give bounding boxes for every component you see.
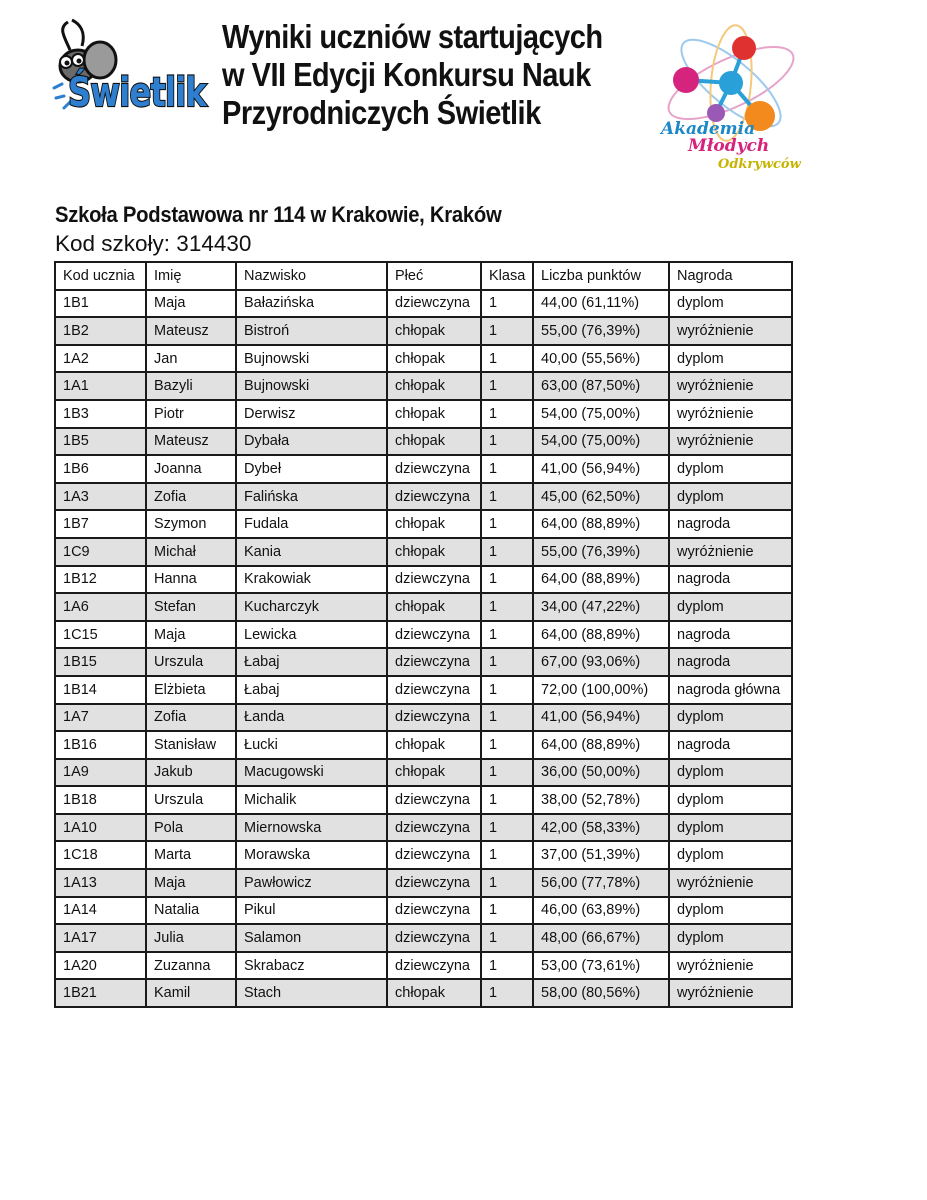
cell-class: 1 xyxy=(481,759,533,787)
table-header-row xyxy=(55,262,792,290)
swietlik-logo xyxy=(50,18,240,116)
table-row xyxy=(55,372,792,400)
cell-class: 1 xyxy=(481,676,533,704)
column-header-class: Klasa xyxy=(481,262,533,290)
logo-line-odkrywcow: Odkrywców xyxy=(718,157,801,172)
cell-class: 1 xyxy=(481,510,533,538)
cell-class: 1 xyxy=(481,648,533,676)
cell-last-name: Stach xyxy=(236,979,387,1007)
cell-first-name: Zuzanna xyxy=(146,952,236,980)
cell-code: 1C15 xyxy=(55,621,146,649)
column-header-points: Liczba punktów xyxy=(533,262,669,290)
cell-code: 1A20 xyxy=(55,952,146,980)
table-row xyxy=(55,317,792,345)
cell-code: 1B12 xyxy=(55,566,146,594)
cell-award: wyróżnienie xyxy=(669,538,792,566)
cell-first-name: Hanna xyxy=(146,566,236,594)
cell-gender: chłopak xyxy=(387,759,481,787)
cell-award: nagroda xyxy=(669,621,792,649)
cell-first-name: Maja xyxy=(146,621,236,649)
cell-gender: dziewczyna xyxy=(387,676,481,704)
cell-class: 1 xyxy=(481,428,533,456)
cell-award: dyplom xyxy=(669,841,792,869)
cell-last-name: Miernowska xyxy=(236,814,387,842)
cell-class: 1 xyxy=(481,731,533,759)
cell-points: 58,00 (80,56%) xyxy=(533,979,669,1007)
column-header-award: Nagroda xyxy=(669,262,792,290)
cell-award: dyplom xyxy=(669,455,792,483)
cell-first-name: Elżbieta xyxy=(146,676,236,704)
cell-gender: chłopak xyxy=(387,345,481,373)
cell-award: dyplom xyxy=(669,814,792,842)
cell-last-name: Dybała xyxy=(236,428,387,456)
cell-code: 1B2 xyxy=(55,317,146,345)
cell-class: 1 xyxy=(481,345,533,373)
cell-last-name: Salamon xyxy=(236,924,387,952)
cell-first-name: Pola xyxy=(146,814,236,842)
cell-first-name: Maja xyxy=(146,869,236,897)
table-row xyxy=(55,510,792,538)
cell-last-name: Bistroń xyxy=(236,317,387,345)
cell-points: 44,00 (61,11%) xyxy=(533,290,669,318)
cell-points: 64,00 (88,89%) xyxy=(533,566,669,594)
cell-last-name: Krakowiak xyxy=(236,566,387,594)
table-row xyxy=(55,704,792,732)
cell-first-name: Stefan xyxy=(146,593,236,621)
cell-last-name: Bałazińska xyxy=(236,290,387,318)
cell-award: dyplom xyxy=(669,897,792,925)
cell-gender: chłopak xyxy=(387,731,481,759)
cell-points: 34,00 (47,22%) xyxy=(533,593,669,621)
table-row xyxy=(55,676,792,704)
cell-class: 1 xyxy=(481,814,533,842)
cell-points: 48,00 (66,67%) xyxy=(533,924,669,952)
table-row xyxy=(55,841,792,869)
cell-points: 55,00 (76,39%) xyxy=(533,538,669,566)
cell-code: 1A10 xyxy=(55,814,146,842)
cell-code: 1B18 xyxy=(55,786,146,814)
cell-code: 1A6 xyxy=(55,593,146,621)
cell-points: 36,00 (50,00%) xyxy=(533,759,669,787)
cell-code: 1A13 xyxy=(55,869,146,897)
cell-gender: dziewczyna xyxy=(387,566,481,594)
cell-first-name: Zofia xyxy=(146,704,236,732)
results-table xyxy=(54,261,793,1008)
title-line: w VII Edycji Konkursu Nauk xyxy=(222,56,591,93)
cell-code: 1B14 xyxy=(55,676,146,704)
cell-award: dyplom xyxy=(669,483,792,511)
cell-class: 1 xyxy=(481,786,533,814)
cell-last-name: Pikul xyxy=(236,897,387,925)
logo-wordmark: Świetlik xyxy=(68,70,240,116)
cell-award: wyróżnienie xyxy=(669,952,792,980)
cell-points: 41,00 (56,94%) xyxy=(533,455,669,483)
cell-last-name: Macugowski xyxy=(236,759,387,787)
cell-code: 1C18 xyxy=(55,841,146,869)
cell-class: 1 xyxy=(481,841,533,869)
cell-award: wyróżnienie xyxy=(669,400,792,428)
cell-gender: dziewczyna xyxy=(387,483,481,511)
cell-gender: dziewczyna xyxy=(387,786,481,814)
cell-code: 1A3 xyxy=(55,483,146,511)
cell-points: 56,00 (77,78%) xyxy=(533,869,669,897)
cell-points: 46,00 (63,89%) xyxy=(533,897,669,925)
table-row xyxy=(55,593,792,621)
cell-points: 67,00 (93,06%) xyxy=(533,648,669,676)
cell-points: 54,00 (75,00%) xyxy=(533,400,669,428)
cell-award: nagroda xyxy=(669,731,792,759)
cell-first-name: Stanisław xyxy=(146,731,236,759)
cell-gender: chłopak xyxy=(387,593,481,621)
cell-award: wyróżnienie xyxy=(669,317,792,345)
cell-gender: dziewczyna xyxy=(387,290,481,318)
cell-points: 55,00 (76,39%) xyxy=(533,317,669,345)
cell-award: dyplom xyxy=(669,924,792,952)
table-row xyxy=(55,400,792,428)
cell-first-name: Natalia xyxy=(146,897,236,925)
cell-class: 1 xyxy=(481,704,533,732)
cell-last-name: Bujnowski xyxy=(236,345,387,373)
cell-points: 40,00 (55,56%) xyxy=(533,345,669,373)
cell-award: nagroda xyxy=(669,510,792,538)
cell-class: 1 xyxy=(481,593,533,621)
cell-class: 1 xyxy=(481,317,533,345)
cell-first-name: Maja xyxy=(146,290,236,318)
cell-first-name: Jan xyxy=(146,345,236,373)
cell-class: 1 xyxy=(481,566,533,594)
cell-class: 1 xyxy=(481,952,533,980)
cell-last-name: Lewicka xyxy=(236,621,387,649)
table-row xyxy=(55,952,792,980)
table-row xyxy=(55,731,792,759)
cell-gender: dziewczyna xyxy=(387,814,481,842)
table-row xyxy=(55,290,792,318)
cell-gender: dziewczyna xyxy=(387,648,481,676)
cell-points: 72,00 (100,00%) xyxy=(533,676,669,704)
cell-gender: dziewczyna xyxy=(387,897,481,925)
cell-class: 1 xyxy=(481,372,533,400)
table-row xyxy=(55,538,792,566)
cell-points: 64,00 (88,89%) xyxy=(533,510,669,538)
cell-code: 1B21 xyxy=(55,979,146,1007)
cell-code: 1A2 xyxy=(55,345,146,373)
cell-first-name: Bazyli xyxy=(146,372,236,400)
cell-points: 41,00 (56,94%) xyxy=(533,704,669,732)
cell-last-name: Pawłowicz xyxy=(236,869,387,897)
cell-gender: dziewczyna xyxy=(387,455,481,483)
cell-code: 1A1 xyxy=(55,372,146,400)
school-code: Kod szkoły: 314430 xyxy=(55,231,252,256)
cell-class: 1 xyxy=(481,290,533,318)
cell-first-name: Kamil xyxy=(146,979,236,1007)
cell-award: nagroda xyxy=(669,566,792,594)
cell-points: 37,00 (51,39%) xyxy=(533,841,669,869)
table-row xyxy=(55,869,792,897)
table-row xyxy=(55,979,792,1007)
cell-gender: chłopak xyxy=(387,538,481,566)
cell-award: dyplom xyxy=(669,345,792,373)
akademia-logo xyxy=(656,18,806,178)
cell-gender: chłopak xyxy=(387,317,481,345)
school-name: Szkoła Podstawowa nr 114 w Krakowie, Kraków xyxy=(55,202,502,227)
cell-code: 1B7 xyxy=(55,510,146,538)
cell-points: 45,00 (62,50%) xyxy=(533,483,669,511)
cell-first-name: Mateusz xyxy=(146,428,236,456)
cell-code: 1A9 xyxy=(55,759,146,787)
cell-award: wyróżnienie xyxy=(669,372,792,400)
cell-first-name: Joanna xyxy=(146,455,236,483)
table-row xyxy=(55,759,792,787)
cell-gender: chłopak xyxy=(387,510,481,538)
cell-gender: dziewczyna xyxy=(387,841,481,869)
cell-first-name: Marta xyxy=(146,841,236,869)
cell-first-name: Mateusz xyxy=(146,317,236,345)
cell-gender: chłopak xyxy=(387,372,481,400)
column-header-code: Kod ucznia xyxy=(55,262,146,290)
cell-award: wyróżnienie xyxy=(669,428,792,456)
cell-last-name: Derwisz xyxy=(236,400,387,428)
cell-last-name: Morawska xyxy=(236,841,387,869)
table-row xyxy=(55,483,792,511)
cell-last-name: Łanda xyxy=(236,704,387,732)
cell-points: 42,00 (58,33%) xyxy=(533,814,669,842)
cell-gender: chłopak xyxy=(387,428,481,456)
cell-last-name: Łabaj xyxy=(236,676,387,704)
page-title xyxy=(222,18,603,132)
cell-class: 1 xyxy=(481,897,533,925)
cell-first-name: Urszula xyxy=(146,648,236,676)
cell-gender: dziewczyna xyxy=(387,952,481,980)
cell-class: 1 xyxy=(481,400,533,428)
cell-points: 53,00 (73,61%) xyxy=(533,952,669,980)
cell-first-name: Zofia xyxy=(146,483,236,511)
cell-award: nagroda xyxy=(669,648,792,676)
cell-award: dyplom xyxy=(669,593,792,621)
column-header-first-name: Imię xyxy=(146,262,236,290)
table-row xyxy=(55,428,792,456)
cell-first-name: Julia xyxy=(146,924,236,952)
logo-line-mlodych: Młodych xyxy=(688,136,770,156)
cell-award: dyplom xyxy=(669,290,792,318)
cell-gender: dziewczyna xyxy=(387,869,481,897)
cell-class: 1 xyxy=(481,483,533,511)
table-row xyxy=(55,648,792,676)
cell-code: 1B5 xyxy=(55,428,146,456)
cell-last-name: Łucki xyxy=(236,731,387,759)
cell-award: dyplom xyxy=(669,704,792,732)
cell-award: wyróżnienie xyxy=(669,979,792,1007)
cell-last-name: Bujnowski xyxy=(236,372,387,400)
cell-last-name: Falińska xyxy=(236,483,387,511)
cell-code: 1A7 xyxy=(55,704,146,732)
column-header-last-name: Nazwisko xyxy=(236,262,387,290)
cell-last-name: Kucharczyk xyxy=(236,593,387,621)
cell-gender: chłopak xyxy=(387,400,481,428)
cell-gender: dziewczyna xyxy=(387,704,481,732)
cell-points: 64,00 (88,89%) xyxy=(533,731,669,759)
cell-first-name: Jakub xyxy=(146,759,236,787)
cell-code: 1A14 xyxy=(55,897,146,925)
cell-code: 1A17 xyxy=(55,924,146,952)
cell-points: 54,00 (75,00%) xyxy=(533,428,669,456)
cell-award: nagroda główna xyxy=(669,676,792,704)
cell-last-name: Michalik xyxy=(236,786,387,814)
cell-last-name: Dybeł xyxy=(236,455,387,483)
cell-award: dyplom xyxy=(669,786,792,814)
cell-last-name: Fudala xyxy=(236,510,387,538)
cell-code: 1B3 xyxy=(55,400,146,428)
cell-class: 1 xyxy=(481,455,533,483)
cell-award: dyplom xyxy=(669,759,792,787)
cell-class: 1 xyxy=(481,538,533,566)
table-row xyxy=(55,814,792,842)
table-row xyxy=(55,455,792,483)
cell-gender: dziewczyna xyxy=(387,924,481,952)
column-header-gender: Płeć xyxy=(387,262,481,290)
cell-code: 1C9 xyxy=(55,538,146,566)
cell-code: 1B6 xyxy=(55,455,146,483)
cell-code: 1B16 xyxy=(55,731,146,759)
cell-first-name: Piotr xyxy=(146,400,236,428)
cell-points: 38,00 (52,78%) xyxy=(533,786,669,814)
cell-points: 64,00 (88,89%) xyxy=(533,621,669,649)
table-row xyxy=(55,621,792,649)
cell-gender: dziewczyna xyxy=(387,621,481,649)
table-row xyxy=(55,897,792,925)
cell-class: 1 xyxy=(481,869,533,897)
cell-class: 1 xyxy=(481,621,533,649)
cell-first-name: Michał xyxy=(146,538,236,566)
table-row xyxy=(55,566,792,594)
table-row xyxy=(55,345,792,373)
cell-last-name: Łabaj xyxy=(236,648,387,676)
logo-line-akademia: Akademia xyxy=(661,119,756,139)
cell-class: 1 xyxy=(481,924,533,952)
cell-first-name: Urszula xyxy=(146,786,236,814)
cell-last-name: Skrabacz xyxy=(236,952,387,980)
cell-class: 1 xyxy=(481,979,533,1007)
cell-first-name: Szymon xyxy=(146,510,236,538)
cell-points: 63,00 (87,50%) xyxy=(533,372,669,400)
title-line: Przyrodniczych Świetlik xyxy=(222,94,541,131)
cell-gender: chłopak xyxy=(387,979,481,1007)
table-row xyxy=(55,924,792,952)
cell-code: 1B1 xyxy=(55,290,146,318)
title-line: Wyniki uczniów startujących xyxy=(222,18,603,55)
cell-last-name: Kania xyxy=(236,538,387,566)
table-row xyxy=(55,786,792,814)
cell-code: 1B15 xyxy=(55,648,146,676)
cell-award: wyróżnienie xyxy=(669,869,792,897)
